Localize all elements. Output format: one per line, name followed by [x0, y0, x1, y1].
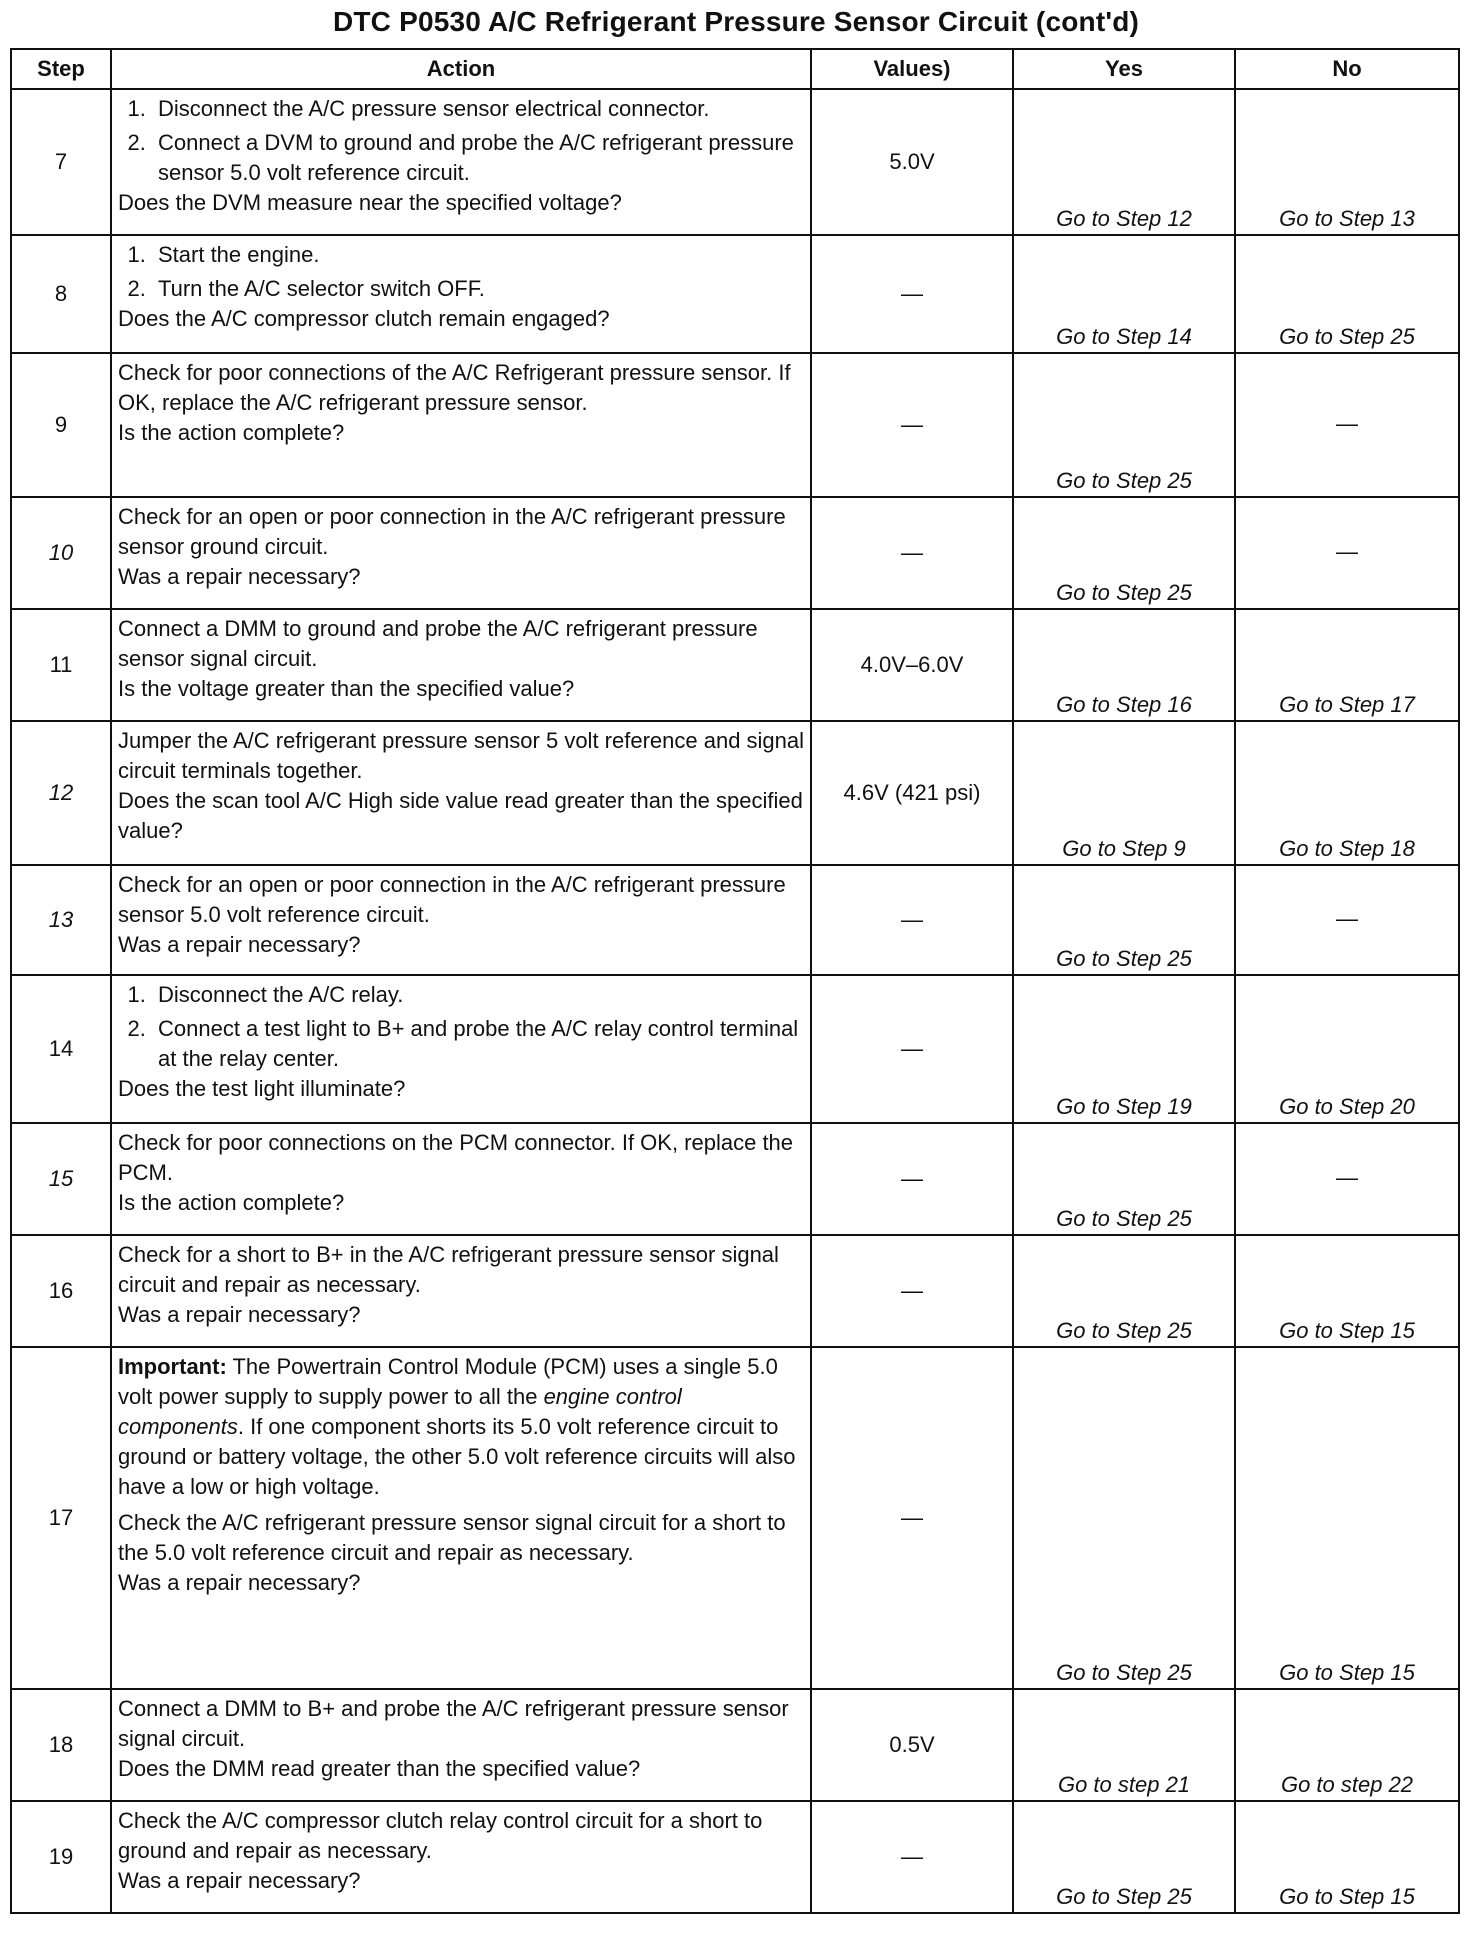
- action-text: Jumper the A/C refrigerant pressure sensor 5 volt reference and signal circuit terminals together.: [118, 728, 805, 783]
- table-row: [11, 89, 1459, 235]
- value-cell: 0.5V: [811, 1689, 1013, 1801]
- action-cell: [111, 1347, 811, 1689]
- action-cell: [111, 609, 811, 721]
- action-text: Check the A/C refrigerant pressure sensor signal circuit for a short to the 5.0 volt reference circuit and repair as necessary.: [118, 1510, 786, 1565]
- action-cell: [111, 721, 811, 865]
- no-cell: Go to Step 17: [1235, 609, 1459, 721]
- action-cell: [111, 353, 811, 497]
- action-text: Connect a DMM to B+ and probe the A/C refrigerant pressure sensor signal circuit.: [118, 1696, 789, 1751]
- important-text-b: . If one component shorts its 5.0 volt reference circuit to ground or battery voltage, the other 5.0 volt reference circuits will also have a low or high voltage.: [118, 1414, 796, 1499]
- header-action: Action: [111, 49, 811, 89]
- header-step: Step: [11, 49, 111, 89]
- action-question: Was a repair necessary?: [118, 1302, 361, 1327]
- action-question: Is the voltage greater than the specified value?: [118, 676, 575, 701]
- no-cell: Go to Step 20: [1235, 975, 1459, 1123]
- action-question: Does the DVM measure near the specified voltage?: [118, 190, 622, 215]
- action-question: Does the scan tool A/C High side value read greater than the specified value?: [118, 788, 803, 843]
- step-number: 16: [11, 1235, 111, 1347]
- step-number: 15: [11, 1123, 111, 1235]
- step-number: 13: [11, 865, 111, 975]
- action-text: Check the A/C compressor clutch relay control circuit for a short to ground and repair as necessary.: [118, 1808, 763, 1863]
- yes-cell: Go to Step 25: [1013, 1235, 1235, 1347]
- step-number: 9: [11, 353, 111, 497]
- no-cell: —: [1235, 1123, 1459, 1235]
- yes-cell: Go to Step 9: [1013, 721, 1235, 865]
- action-text: Check for an open or poor connection in the A/C refrigerant pressure sensor 5.0 volt reference circuit.: [118, 872, 786, 927]
- no-cell: Go to Step 15: [1235, 1235, 1459, 1347]
- action-question: Is the action complete?: [118, 1190, 345, 1215]
- value-cell: 4.0V–6.0V: [811, 609, 1013, 721]
- no-cell: —: [1235, 865, 1459, 975]
- step-number: 8: [11, 235, 111, 353]
- value-cell: —: [811, 235, 1013, 353]
- action-question: Does the DMM read greater than the specified value?: [118, 1756, 641, 1781]
- yes-cell: Go to Step 19: [1013, 975, 1235, 1123]
- value-cell: —: [811, 497, 1013, 609]
- table-row: [11, 1347, 1459, 1689]
- yes-cell: Go to step 21: [1013, 1689, 1235, 1801]
- value-cell: 4.6V (421 psi): [811, 721, 1013, 865]
- header-yes: Yes: [1013, 49, 1235, 89]
- step-number: 7: [11, 89, 111, 235]
- value-cell: 5.0V: [811, 89, 1013, 235]
- action-question: Was a repair necessary?: [118, 564, 361, 589]
- table-row: [11, 1235, 1459, 1347]
- action-cell: [111, 497, 811, 609]
- action-list-item: 2. Connect a DVM to ground and probe the A/C refrigerant pressure sensor 5.0 volt reference circuit.: [152, 128, 806, 188]
- action-question: Does the test light illuminate?: [118, 1076, 406, 1101]
- table-row: [11, 721, 1459, 865]
- no-cell: Go to Step 15: [1235, 1347, 1459, 1689]
- yes-cell: Go to Step 25: [1013, 1347, 1235, 1689]
- action-cell: [111, 865, 811, 975]
- yes-cell: Go to Step 25: [1013, 1801, 1235, 1913]
- table-row: [11, 497, 1459, 609]
- step-number: 14: [11, 975, 111, 1123]
- no-cell: —: [1235, 353, 1459, 497]
- action-text: Check for poor connections on the PCM connector. If OK, replace the PCM.: [118, 1130, 794, 1185]
- table-row: [11, 353, 1459, 497]
- action-list-item: 1. Start the engine.: [152, 240, 806, 270]
- table-row: [11, 609, 1459, 721]
- action-cell: [111, 1235, 811, 1347]
- action-cell: [111, 1801, 811, 1913]
- yes-cell: Go to Step 25: [1013, 1123, 1235, 1235]
- action-question: Does the A/C compressor clutch remain engaged?: [118, 306, 610, 331]
- important-emphasis: engine control components: [118, 1384, 682, 1439]
- no-cell: —: [1235, 497, 1459, 609]
- no-cell: Go to Step 15: [1235, 1801, 1459, 1913]
- yes-cell: Go to Step 25: [1013, 865, 1235, 975]
- important-text-a: The Powertrain Control Module (PCM) uses a single 5.0 volt power supply to supply power to all the: [118, 1354, 778, 1409]
- important-note: [118, 1352, 806, 1502]
- action-text: Check for an open or poor connection in the A/C refrigerant pressure sensor ground circuit.: [118, 504, 786, 559]
- table-row: [11, 1689, 1459, 1801]
- step-number: 11: [11, 609, 111, 721]
- table-row: [11, 1801, 1459, 1913]
- step-number: 18: [11, 1689, 111, 1801]
- page-title: DTC P0530 A/C Refrigerant Pressure Sensor Circuit (cont'd): [332, 6, 1140, 37]
- header-row: [11, 49, 1459, 89]
- action-cell: [111, 975, 811, 1123]
- action-text: Check for poor connections of the A/C Refrigerant pressure sensor. If OK, replace the A/C refrigerant pressure sensor.: [118, 360, 791, 415]
- step-number: 10: [11, 497, 111, 609]
- value-cell: —: [811, 865, 1013, 975]
- value-cell: —: [811, 1801, 1013, 1913]
- table-row: [11, 235, 1459, 353]
- action-list-item: 1. Disconnect the A/C pressure sensor electrical connector.: [152, 94, 806, 124]
- step-number: 12: [11, 721, 111, 865]
- step-number: 17: [11, 1347, 111, 1689]
- action-list-item: 2. Turn the A/C selector switch OFF.: [152, 274, 806, 304]
- yes-cell: Go to Step 25: [1013, 497, 1235, 609]
- diagnostic-table-container: [10, 48, 1458, 1914]
- table-row: [11, 865, 1459, 975]
- action-question: Was a repair necessary?: [118, 932, 361, 957]
- yes-cell: Go to Step 25: [1013, 353, 1235, 497]
- action-list-item: 1. Disconnect the A/C relay.: [152, 980, 806, 1010]
- action-cell: [111, 1689, 811, 1801]
- value-cell: —: [811, 1347, 1013, 1689]
- header-no: No: [1235, 49, 1459, 89]
- important-label: Important:: [118, 1354, 227, 1379]
- step-number: 19: [11, 1801, 111, 1913]
- action-cell: [111, 1123, 811, 1235]
- action-question: Is the action complete?: [118, 420, 345, 445]
- action-question: Was a repair necessary?: [118, 1570, 361, 1595]
- table-row: [11, 975, 1459, 1123]
- action-text: Check for a short to B+ in the A/C refrigerant pressure sensor signal circuit and repair as necessary.: [118, 1242, 779, 1297]
- action-cell: [111, 235, 811, 353]
- header-values: Values): [811, 49, 1013, 89]
- value-cell: —: [811, 1123, 1013, 1235]
- diagnostic-table: [10, 48, 1460, 1914]
- yes-cell: Go to Step 16: [1013, 609, 1235, 721]
- yes-cell: Go to Step 12: [1013, 89, 1235, 235]
- value-cell: —: [811, 353, 1013, 497]
- no-cell: Go to step 22: [1235, 1689, 1459, 1801]
- table-row: [11, 1123, 1459, 1235]
- no-cell: Go to Step 25: [1235, 235, 1459, 353]
- no-cell: Go to Step 18: [1235, 721, 1459, 865]
- value-cell: —: [811, 1235, 1013, 1347]
- action-cell: [111, 89, 811, 235]
- action-list-item: 2. Connect a test light to B+ and probe the A/C relay control terminal at the relay center.: [152, 1014, 806, 1074]
- value-cell: —: [811, 975, 1013, 1123]
- action-question: Was a repair necessary?: [118, 1868, 361, 1893]
- no-cell: Go to Step 13: [1235, 89, 1459, 235]
- action-text: Connect a DMM to ground and probe the A/C refrigerant pressure sensor signal circuit.: [118, 616, 758, 671]
- yes-cell: Go to Step 14: [1013, 235, 1235, 353]
